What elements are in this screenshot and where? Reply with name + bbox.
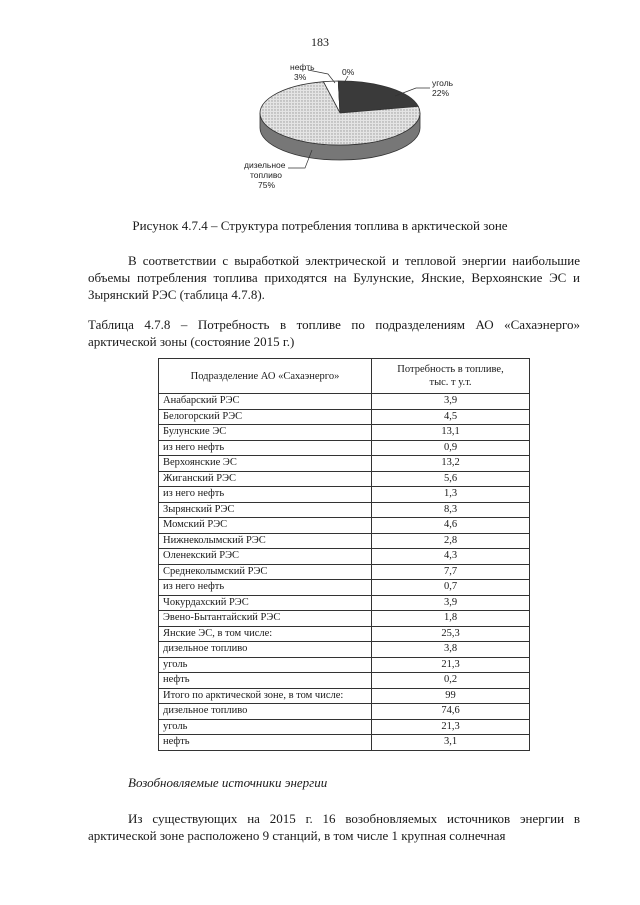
division-name-cell: Среднеколымский РЭС [159,564,372,580]
table-caption: Таблица 4.7.8 – Потребность в топливе по подразделениям АО «Сахаэнерго» арктической зоны (состояние 2015 г.) [88,317,580,349]
header-division: Подразделение АО «Сахаэнерго» [159,359,372,394]
demand-value-cell: 0,7 [372,580,530,596]
demand-value-cell: 3,9 [372,595,530,611]
demand-value-cell: 3,8 [372,642,530,658]
table-header-row [159,359,530,394]
division-name-cell: дизельное топливо [159,704,372,720]
division-name-cell: Зырянский РЭС [159,502,372,518]
table-row [159,580,530,596]
oil-percent-label: 3% [294,72,307,82]
section-title: Возобновляемые источники энергии [128,775,328,790]
oil-label: нефть [290,62,315,72]
division-name-cell: уголь [159,657,372,673]
table-row [159,719,530,735]
table-row [159,471,530,487]
table-row [159,549,530,565]
division-name-cell: нефть [159,735,372,751]
demand-value-cell: 3,9 [372,394,530,410]
division-name-cell: из него нефть [159,580,372,596]
division-name-cell: Белогорский РЭС [159,409,372,425]
coal-label: уголь [432,78,454,88]
table-row [159,409,530,425]
table-row [159,440,530,456]
demand-value-cell: 21,3 [372,657,530,673]
table-row [159,425,530,441]
division-name-cell: Верхоянские ЭС [159,456,372,472]
diesel-label-line2: топливо [250,170,282,180]
demand-value-cell: 1,3 [372,487,530,503]
header-demand-line2: тыс. т у.т. [429,377,472,388]
division-name-cell: Чокурдахский РЭС [159,595,372,611]
demand-value-cell: 7,7 [372,564,530,580]
fuel-demand-table [158,358,530,751]
table-row [159,735,530,751]
division-name-cell: дизельное топливо [159,642,372,658]
division-name-cell: Оленекский РЭС [159,549,372,565]
fuel-structure-pie-chart [220,58,460,208]
division-name-cell: Жиганский РЭС [159,471,372,487]
table-row [159,564,530,580]
table-row [159,533,530,549]
figure-caption: Рисунок 4.7.4 – Структура потребления топлива в арктической зоне [132,218,508,233]
division-name-cell: из него нефть [159,487,372,503]
demand-value-cell: 74,6 [372,704,530,720]
coal-percent-label: 22% [432,88,450,98]
table-row [159,626,530,642]
demand-value-cell: 4,3 [372,549,530,565]
division-name-cell: уголь [159,719,372,735]
table-row [159,394,530,410]
table-row [159,518,530,534]
division-name-cell: Момский РЭС [159,518,372,534]
division-name-cell: Булунские ЭС [159,425,372,441]
table-row [159,487,530,503]
division-name-cell: нефть [159,673,372,689]
division-name-cell: Нижнеколымский РЭС [159,533,372,549]
page-number: 183 [311,35,329,49]
division-name-cell: Итого по арктической зоне, в том числе: [159,688,372,704]
table-row [159,688,530,704]
demand-value-cell: 3,1 [372,735,530,751]
division-name-cell: Янские ЭС, в том числе: [159,626,372,642]
demand-value-cell: 13,1 [372,425,530,441]
division-name-cell: Анабарский РЭС [159,394,372,410]
demand-value-cell: 25,3 [372,626,530,642]
demand-value-cell: 0,2 [372,673,530,689]
table-row [159,502,530,518]
table-row [159,673,530,689]
demand-value-cell: 2,8 [372,533,530,549]
table-row [159,642,530,658]
table-row [159,704,530,720]
demand-value-cell: 5,6 [372,471,530,487]
zero-percent-label: 0% [342,67,355,77]
diesel-label-line1: дизельное [244,160,286,170]
table-row [159,657,530,673]
demand-value-cell: 4,5 [372,409,530,425]
division-name-cell: Эвено-Бытантайский РЭС [159,611,372,627]
header-demand [372,359,530,394]
demand-value-cell: 99 [372,688,530,704]
table-row [159,595,530,611]
header-demand-line1: Потребность в топливе, [397,364,504,375]
demand-value-cell: 8,3 [372,502,530,518]
demand-value-cell: 13,2 [372,456,530,472]
table-row [159,611,530,627]
demand-value-cell: 4,6 [372,518,530,534]
division-name-cell: из него нефть [159,440,372,456]
table-row [159,456,530,472]
demand-value-cell: 21,3 [372,719,530,735]
section-paragraph: Из существующих на 2015 г. 16 возобновляемых источников энергии в арктической зоне расположено 9 станций, в том числе 1 крупная солнечная [88,811,580,843]
demand-value-cell: 0,9 [372,440,530,456]
intro-paragraph: В соответствии с выработкой электрической и тепловой энергии наибольшие объемы потребления топлива приходятся на Булунские, Янские, Верхоянские ЭС и Зырянский РЭС (таблица 4.7.8). [88,253,580,302]
diesel-percent-label: 75% [258,180,276,190]
demand-value-cell: 1,8 [372,611,530,627]
